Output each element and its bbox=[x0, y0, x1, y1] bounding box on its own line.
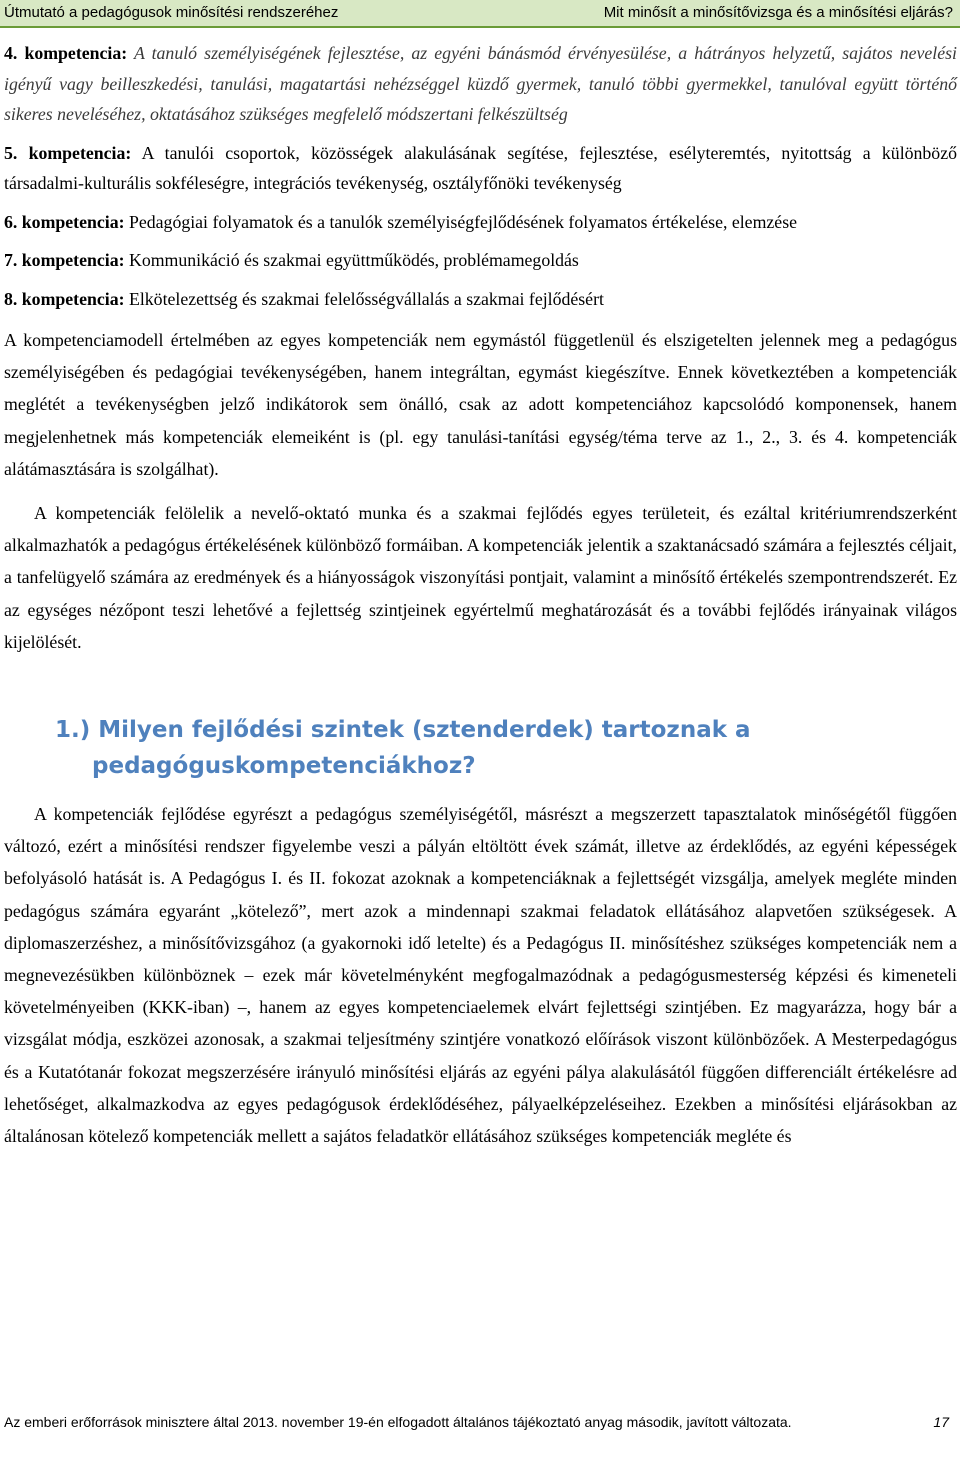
footer-text: Az emberi erőforrások minisztere által 2013. november 19-én elfogadott általános tájékoztató anyag második, javított változata. bbox=[4, 1414, 792, 1430]
section-heading-line-1: 1.) Milyen fejlődési szintek (sztenderdek) tartoznak a bbox=[55, 717, 751, 744]
page-number: 17 bbox=[933, 1414, 949, 1430]
competency-text: Kommunikáció és szakmai együttműködés, problémamegoldás bbox=[128, 250, 579, 270]
competency-label: kompetencia: bbox=[21, 250, 125, 270]
competency-number: 8. bbox=[4, 288, 18, 309]
competency-number: 4. bbox=[4, 43, 18, 63]
page-header bbox=[0, 0, 960, 28]
competency-text: Pedagógiai folyamatok és a tanulók személyiségfejlődésének folyamatos értékelése, elemzése bbox=[128, 211, 798, 232]
competency-text: A tanulói csoportok, közösségek alakulásának segítése, fejlesztése, esélyteremtés, nyitottság a különböző társadalmi-kulturális sokféleségre, integrációs tevékenység, osztályfőnöki tevékenység bbox=[4, 142, 957, 193]
competency-text: Elkötelezettség és szakmai felelősségvállalás a szakmai fejlődésért bbox=[128, 288, 604, 309]
body-paragraph-2: A kompetenciák felölelik a nevelő-oktató munka és a szakmai fejlődés egyes területeit, és ezáltal kritériumrendszerként alkalmazhatók a pedagógus értékelésének különböző formáiban. A kompetenciák jelentik a szaktanácsadó számára a fejlesztés céljait, a tanfelügyelő számára az eredmények és a hiányosságok viszonyítási pontjait, valamint a minősítő értékelés szempontrendszerét. Ez az egységes nézőpont teszi lehetővé a fejlettség szintjeinek egyértelmű meghatározását és a további fejlődés irányainak világos kijelölését. bbox=[4, 503, 957, 652]
competency-item-7 bbox=[4, 245, 957, 276]
competency-item-4 bbox=[4, 38, 957, 130]
competency-item-8 bbox=[4, 284, 957, 315]
competency-number: 7. bbox=[4, 250, 18, 270]
page-footer bbox=[4, 1412, 957, 1432]
competency-item-6 bbox=[4, 207, 957, 238]
competency-label: kompetencia: bbox=[21, 288, 125, 309]
competency-number: 6. bbox=[4, 211, 18, 232]
competency-label: kompetencia: bbox=[24, 43, 128, 63]
competency-text: A tanuló személyiségének fejlesztése, az egyéni bánásmód érvényesülése, a hátrányos helyzetű, sajátos nevelési igényű vagy beilleszkedési, tanulási, magatartási nehézséggel küzdő gyermek, tanuló többi gyermekkel, tanulóval együtt történő sikeres neveléséhez, oktatásához szükséges megfelelő módszertani felkészültség bbox=[4, 43, 957, 124]
competency-label: kompetencia: bbox=[28, 142, 132, 163]
competency-number: 5. bbox=[4, 142, 18, 163]
header-left-text: Útmutató a pedagógusok minősítési rendszeréhez bbox=[4, 4, 339, 21]
section-heading bbox=[4, 712, 957, 784]
body-paragraph-3: A kompetenciák fejlődése egyrészt a pedagógus személyiségétől, másrészt a megszerzett tapasztalatok minőségétől függően változó, ezért a minősítési rendszer figyelembe veszi a pályán eltöltött évek számát, illetve az érdeklődés, az egyéni képességek befolyásoló hatását is. A Pedagógus I. és II. fokozat azoknak a kompetenciáknak a fejlettségét vizsgálja, amelyek megléte minden pedagógus számára egyaránt „kötelező”, mert azok a mindennapi szakmai feladatok ellátásához alapvetően szükségesek. A diplomaszerzéshez, a minősítővizsgához (a gyakornoki idő letelte) és a Pedagógus II. minősítéshez szükséges kompetenciák nem a megnevezésükben különböznek – ezek már követelményként megfogalmazódnak a pedagógusmesterség képzési és kimeneteli követelményeiben (KKK-iban) –, hanem az egyes kompetenciaelemek elvárt fejlettségi szintjében. Ez magyarázza, hogy bár a vizsgálat módja, eszközei azonosak, a szakmai teljesítmény szintjére vonatkozó előírások viszont különbözőek. A Mesterpedagógus és a Kutatótanár fokozat megszerzésére irányuló minősítési eljárás az egyéni pálya alakulásától függően differenciált értékelésre ad lehetőséget, alkalmazkodva az egyes pedagógusok érdeklődéséhez, pályaelképzeléseihez. Ezekben a minősítési eljárásokban az általánosan kötelező kompetenciák mellett a sajátos feladatkör ellátásához szükséges kompetenciák megléte és bbox=[4, 804, 957, 1147]
competency-label: kompetencia: bbox=[21, 211, 125, 232]
body-paragraph-1: A kompetenciamodell értelmében az egyes kompetenciák nem egymástól függetlenül és elszigetelten jelennek meg a pedagógus személyiségében és pedagógiai tevékenységében, hanem integráltan, egymást kiegészítve. Ennek következtében a kompetenciák meglétét a tevékenységben jelző indikátorok sem önálló, csak az adott kompetenciához kapcsolódó komponensek, hanem megjelenhetnek más kompetenciák elemeiként is (pl. egy tanulási-tanítási egység/téma terve az 1., 2., 3. és 4. kompetenciák alátámasztására is szolgálhat). bbox=[4, 330, 957, 479]
header-right-text: Mit minősít a minősítővizsga és a minősítési eljárás? bbox=[603, 4, 953, 21]
section-heading-line-2: pedagóguskompetenciákhoz? bbox=[92, 753, 476, 780]
competency-item-5 bbox=[4, 138, 957, 199]
page-content bbox=[4, 38, 957, 1152]
